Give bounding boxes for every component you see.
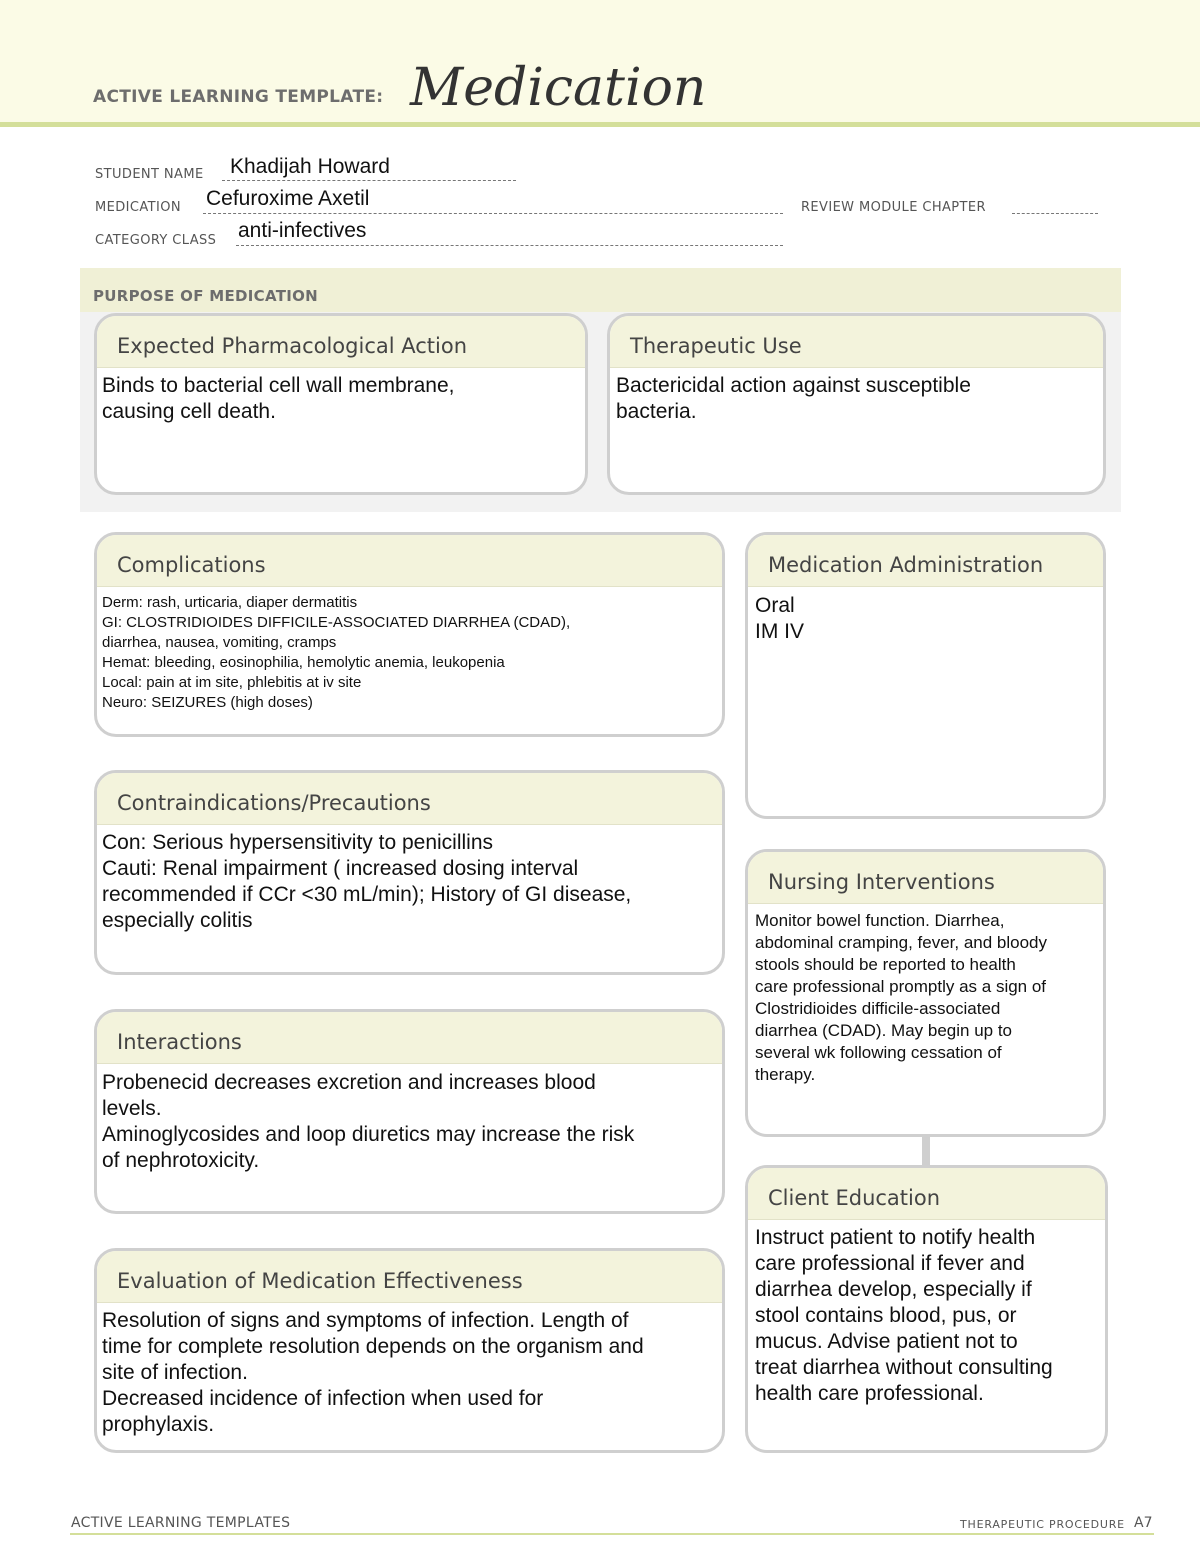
- evaluation-box: [94, 1248, 725, 1453]
- header-divider: [0, 122, 1200, 127]
- category-class-field[interactable]: anti-infectives: [238, 219, 367, 242]
- footer-brand: ACTIVE LEARNING TEMPLATES: [71, 1515, 291, 1531]
- administration-text[interactable]: Oral IM IV: [755, 594, 805, 643]
- interactions-title: Interactions: [97, 1012, 722, 1064]
- page-number: A7: [1134, 1515, 1153, 1531]
- category-class-label: CATEGORY CLASS: [95, 233, 217, 248]
- client-education-title: Client Education: [748, 1168, 1105, 1220]
- therapeutic-use-text[interactable]: Bactericidal action against susceptible bacteria.: [616, 374, 971, 423]
- purpose-label: PURPOSE OF MEDICATION: [93, 287, 319, 305]
- interactions-box: [94, 1009, 725, 1214]
- student-name-field[interactable]: Khadijah Howard: [230, 155, 390, 178]
- contraindications-text[interactable]: Con: Serious hypersensitivity to penicillins Cauti: Renal impairment ( increased dosing interval recommended if CCr <30 mL/min); History of GI disease, especially colitis: [102, 831, 632, 932]
- expected-action-text[interactable]: Binds to bacterial cell wall membrane, causing cell death.: [102, 374, 455, 423]
- client-education-text[interactable]: Instruct patient to notify health care professional if fever and diarrhea develop, especially if stool contains blood, pus, or mucus. Advise patient not to treat diarrhea without consulting health care professional.: [755, 1226, 1053, 1405]
- administration-title: Medication Administration: [748, 535, 1103, 587]
- footer-procedure: THERAPEUTIC PROCEDURE: [960, 1518, 1125, 1531]
- review-module-label: REVIEW MODULE CHAPTER: [801, 200, 986, 215]
- review-module-field[interactable]: [1012, 213, 1098, 214]
- nursing-interventions-box: [745, 849, 1106, 1137]
- contraindications-title: Contraindications/Precautions: [97, 773, 722, 825]
- contraindications-box: [94, 770, 725, 975]
- nursing-interventions-text[interactable]: Monitor bowel function. Diarrhea, abdominal cramping, fever, and bloody stools should be reported to health care professional promptly as a sign of Clostridioides difficile-associated diarrhea (CDAD). May begin up to several wk following cessation of therapy.: [755, 911, 1048, 1084]
- nursing-interventions-title: Nursing Interventions: [748, 852, 1103, 904]
- interactions-text[interactable]: Probenecid decreases excretion and increases blood levels. Aminoglycosides and loop diuretics may increase the risk of nephrotoxicity.: [102, 1071, 635, 1172]
- student-name-line: [222, 180, 516, 181]
- evaluation-text[interactable]: Resolution of signs and symptoms of infection. Length of time for complete resolution depends on the organism and site of infection. Decreased incidence of infection when used for prophylaxis.: [102, 1309, 644, 1436]
- template-title: Medication: [410, 58, 707, 118]
- expected-action-box: [94, 313, 588, 495]
- template-label: ACTIVE LEARNING TEMPLATE:: [93, 87, 384, 107]
- medication-line: [203, 213, 783, 214]
- category-class-line: [236, 245, 783, 246]
- complications-text[interactable]: Derm: rash, urticaria, diaper dermatitis GI: CLOSTRIDIOIDES DIFFICILE-ASSOCIATED DIARRHEA (CDAD), diarrhea, nausea, vomiting, cramps Hemat: bleeding, eosinophilia, hemolytic anemia, leukopenia Local: pain at im site, phlebitis at iv site Neuro: SEIZURES (high doses): [102, 594, 571, 711]
- medication-field[interactable]: Cefuroxime Axetil: [206, 187, 370, 210]
- student-name-label: STUDENT NAME: [95, 167, 204, 182]
- complications-box: [94, 532, 725, 737]
- evaluation-title: Evaluation of Medication Effectiveness: [97, 1251, 722, 1303]
- client-education-box: [745, 1165, 1108, 1453]
- complications-title: Complications: [97, 535, 722, 587]
- footer-divider: [70, 1533, 1154, 1535]
- box-connector: [922, 1135, 930, 1167]
- expected-action-title: Expected Pharmacological Action: [97, 316, 585, 368]
- administration-box: [745, 532, 1106, 819]
- medication-label: MEDICATION: [95, 200, 181, 215]
- therapeutic-use-title: Therapeutic Use: [610, 316, 1103, 368]
- therapeutic-use-box: [607, 313, 1106, 495]
